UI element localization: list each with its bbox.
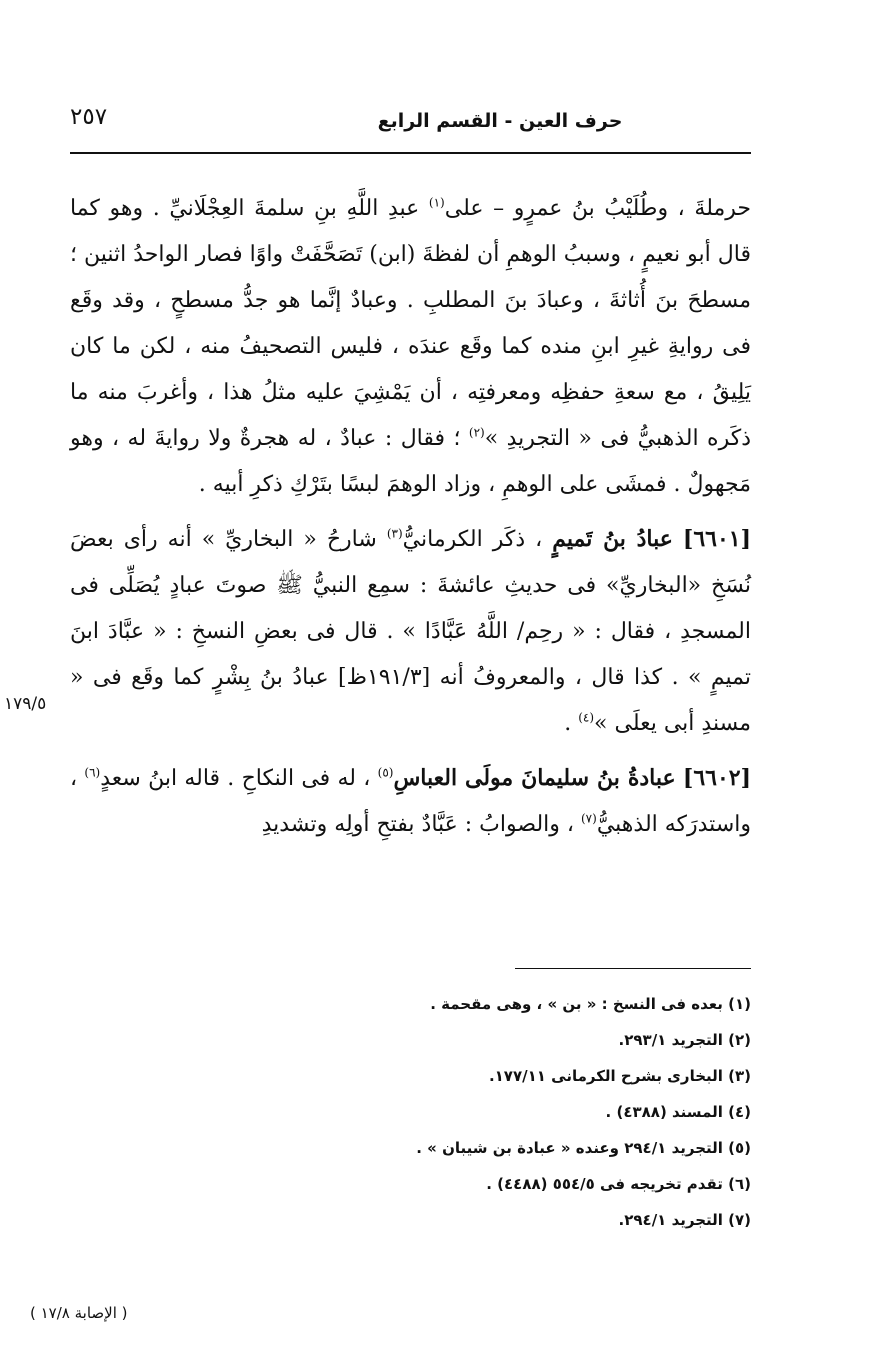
margin-note: ١٧٩/٥ bbox=[4, 694, 47, 714]
footnote-ref-1[interactable]: (١) bbox=[428, 195, 445, 210]
text-segment: شارحُ « البخاريِّ » أنه رأى بعضَ نُسَخِ «البخاريِّ» فى حديثِ عائشةَ : سمِع النبيُّ ﷺ صوتَ عبادٍ يُصَلِّى فى المسجدِ ، فقال : « رحِم/ اللَّهُ عَبَّادًا » . قال فى بعضِ النسخِ : « عبَّادَ ابنَ تميمٍ » . كذا قال ، والمعروفُ أنه [١٩١/٣ظ] عبادُ بنُ بِشْرٍ كما وقَع فى « مسندِ أبى يعلَى » bbox=[70, 527, 751, 736]
footnote-2: (٢) التجريد ٢٩٣/١. bbox=[618, 1031, 751, 1049]
footnote-1: (١) بعده فى النسخ : « بن » ، وهى مقحمة . bbox=[430, 995, 751, 1013]
footnote-3: (٣) البخارى بشرح الكرمانى ١٧٧/١١. bbox=[488, 1067, 751, 1085]
text-segment: ؛ فقال : عبادٌ ، له هجرةٌ ولا روايةَ له ، وهو مَجهولٌ . فمشَى على الوهمِ ، وزاد الوهمَ لبسًا بتَرْكِ ذكرِ أبيه . bbox=[70, 426, 751, 497]
text-segment: عبدِ اللَّهِ بنِ سلمةَ العِجْلَانيِّ . وهو كما قال أبو نعيمٍ ، وسببُ الوهمِ أن لفظةَ (ابن) تَصَحَّفَتْ واوًا فصار الواحدُ اثنين ؛ مسطحَ بنَ أُثاثةَ ، وعبادَ بنَ المطلبِ . وعبادٌ إنَّما هو جدُّ مسطحٍ ، وقد وقَع فى روايةِ غيرِ ابنِ منده كما وقَع عندَه ، فليس التصحيفُ منه ، لكن ما كان يَلِيقُ ، مع سعةِ حفظِه ومعرفتِه ، أن يَمْشِيَ عليه مثلُ هذا ، وأغربَ منه ما ذكَره الذهبيُّ فى « التجريدِ » bbox=[70, 196, 751, 451]
footnote-6: (٦) تقدم تخريجه فى ٥٥٤/٥ (٤٤٨٨) . bbox=[486, 1175, 751, 1193]
text-segment: ، والصوابُ : عَبَّادٌ بفتحِ أولِه وتشديدِ bbox=[261, 812, 581, 837]
text-segment: . bbox=[564, 711, 579, 736]
entry-number: [٦٦٠٢] bbox=[682, 765, 751, 791]
entry-name: عبادةُ بنُ سليمانَ مولَى العباسِ bbox=[393, 765, 676, 791]
footnote-4: (٤) المسند (٤٣٨٨) . bbox=[605, 1103, 751, 1121]
page-number: ٢٥٧ bbox=[70, 104, 108, 130]
footnote-7: (٧) التجريد ٢٩٤/١. bbox=[618, 1211, 751, 1229]
paragraph-1 bbox=[70, 186, 751, 508]
footnote-rule bbox=[515, 968, 751, 969]
entry-name: عبادُ بنُ تَميمٍ bbox=[552, 526, 673, 552]
footnote-ref-4[interactable]: (٤) bbox=[578, 710, 595, 725]
body-text bbox=[70, 186, 751, 848]
header-rule bbox=[70, 152, 751, 154]
footnote-ref-3[interactable]: (٣) bbox=[386, 526, 403, 541]
volume-signature: ( الإصابة ١٧/٨ ) bbox=[30, 1304, 128, 1322]
running-head: حرف العين - القسم الرابع bbox=[377, 110, 623, 132]
text-segment: حرملةَ ، وطُلَيْبُ بنُ عمرٍو – على bbox=[444, 196, 751, 221]
text-segment: ، له فى النكاحِ . قاله ابنُ سعدٍ bbox=[100, 766, 378, 791]
footnotes bbox=[300, 986, 751, 1238]
text-segment: ، واستدرَكه الذهبيُّ bbox=[70, 766, 751, 837]
footnote-ref-5[interactable]: (٥) bbox=[377, 765, 394, 780]
footnote-ref-7[interactable]: (٧) bbox=[580, 811, 597, 826]
text-segment: ، ذكَر الكرمانيُّ bbox=[402, 527, 553, 552]
footnote-ref-6[interactable]: (٦) bbox=[84, 765, 101, 780]
entry-6601 bbox=[70, 516, 751, 747]
footnote-5: (٥) التجريد ٢٩٤/١ وعنده « عبادة بن شيبان » . bbox=[416, 1139, 751, 1157]
entry-number: [٦٦٠١] bbox=[682, 526, 752, 552]
footnote-ref-2[interactable]: (٢) bbox=[468, 425, 485, 440]
entry-6602 bbox=[70, 755, 751, 848]
